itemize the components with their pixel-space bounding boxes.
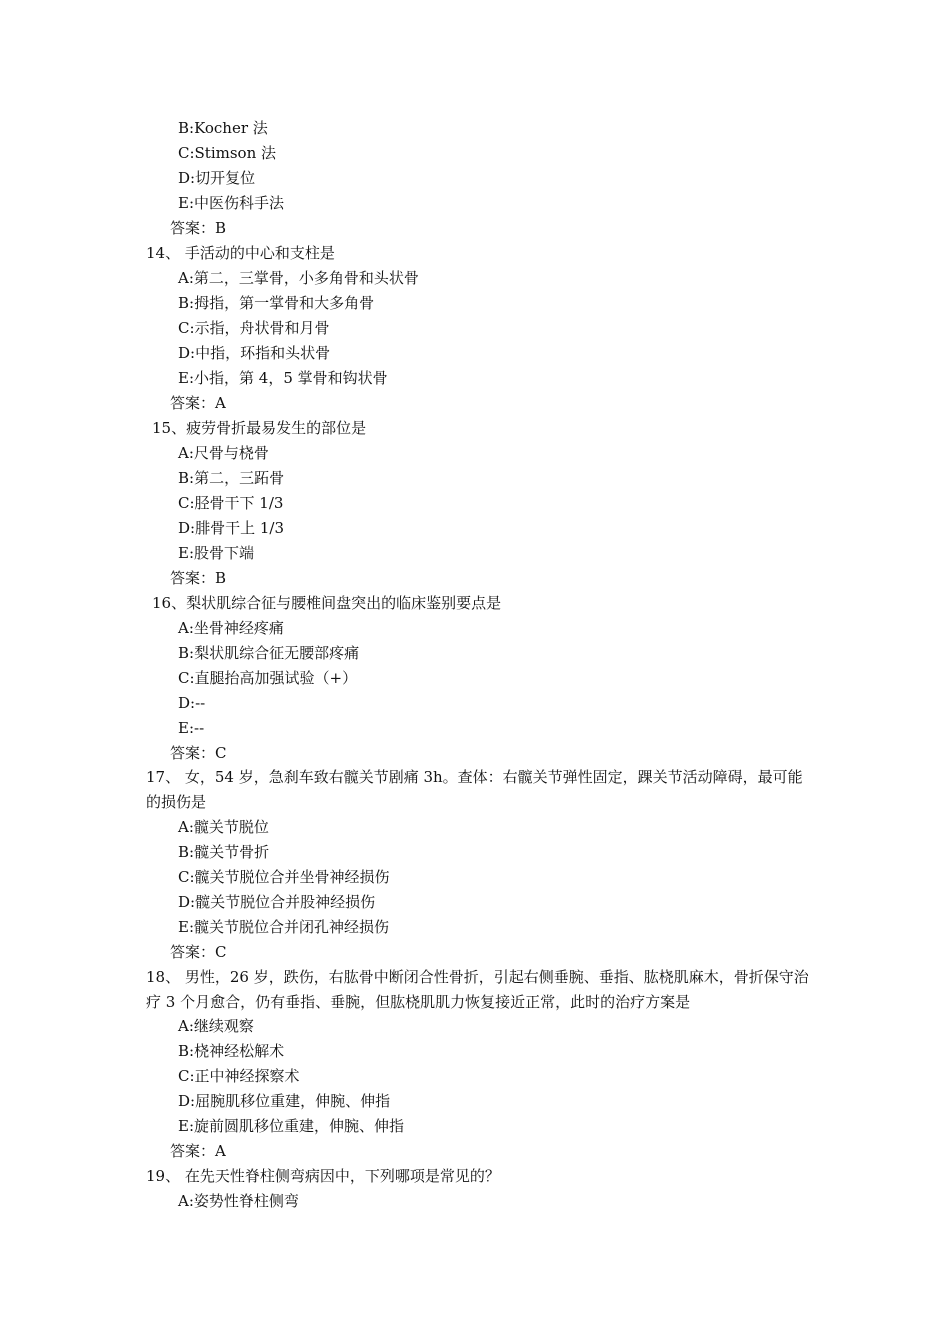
q15-answer: 答案：B [170, 569, 227, 587]
q14-option-b: B:拇指，第一掌骨和大多角骨 [178, 294, 375, 312]
q18-option-b: B:桡神经松解术 [178, 1042, 285, 1060]
q19-stem: 19、 在先天性脊柱侧弯病因中，下列哪项是常见的？ [146, 1167, 500, 1185]
q17-option-a: A:髋关节脱位 [178, 818, 269, 836]
q13-option-d: D:切开复位 [178, 169, 256, 187]
q16-option-b: B:梨状肌综合征无腰部疼痛 [178, 644, 360, 662]
q16-option-e: E:-- [178, 719, 205, 737]
q16-stem: 16、梨状肌综合征与腰椎间盘突出的临床鉴别要点是 [152, 594, 502, 612]
q15-option-a: A:尺骨与桡骨 [178, 444, 269, 462]
q15-option-c: C:胫骨干下 1/3 [178, 494, 284, 512]
q13-answer: 答案：B [170, 219, 227, 237]
q18-option-a: A:继续观察 [178, 1017, 254, 1035]
q18-answer: 答案：A [170, 1142, 226, 1160]
q16-option-a: A:坐骨神经疼痛 [178, 619, 284, 637]
q13-option-b: B:Kocher 法 [178, 119, 268, 137]
q15-stem: 15、疲劳骨折最易发生的部位是 [152, 419, 367, 437]
q17-answer: 答案：C [170, 943, 227, 961]
q17-option-b: B:髋关节骨折 [178, 843, 270, 861]
q17-option-c: C:髋关节脱位合并坐骨神经损伤 [178, 868, 390, 886]
q14-stem: 14、 手活动的中心和支柱是 [146, 244, 335, 262]
q15-option-e: E:股骨下端 [178, 544, 255, 562]
q18-option-e: E:旋前圆肌移位重建，伸腕、伸指 [178, 1117, 405, 1135]
q18-option-d: D:屈腕肌移位重建，伸腕、伸指 [178, 1092, 391, 1110]
q16-answer: 答案：C [170, 744, 227, 762]
q14-option-a: A:第二，三掌骨，小多角骨和头状骨 [178, 269, 419, 287]
q14-option-d: D:中指，环指和头状骨 [178, 344, 331, 362]
q16-option-c: C:直腿抬高加强试验（+） [178, 669, 358, 687]
q14-option-e: E:小指，第 4，5 掌骨和钩状骨 [178, 369, 388, 387]
q14-option-c: C:示指，舟状骨和月骨 [178, 319, 330, 337]
q13-option-c: C:Stimson 法 [178, 144, 277, 162]
q19-option-a: A:姿势性脊柱侧弯 [178, 1192, 299, 1210]
q18-stem: 18、 男性，26 岁，跌伤，右肱骨中断闭合性骨折，引起右侧垂腕、垂指、肱桡肌麻木，骨折保守治疗 3 个月愈合，仍有垂指、垂腕，但肱桡肌肌力恢复接近正常，此时的治疗方案是 [146, 968, 809, 1011]
q13-option-e: E:中医伤科手法 [178, 194, 285, 212]
q15-option-b: B:第二，三跖骨 [178, 469, 285, 487]
q15-option-d: D:腓骨干上 1/3 [178, 519, 284, 537]
q14-answer: 答案：A [170, 394, 226, 412]
q17-stem: 17、 女，54 岁，急刹车致右髋关节剧痛 3h。查体：右髋关节弹性固定，踝关节活动障碍，最可能的损伤是 [146, 768, 803, 811]
q17-option-d: D:髋关节脱位合并股神经损伤 [178, 893, 376, 911]
q16-option-d: D:-- [178, 694, 206, 712]
q17-option-e: E:髋关节脱位合并闭孔神经损伤 [178, 918, 390, 936]
q18-option-c: C:正中神经探察术 [178, 1067, 300, 1085]
